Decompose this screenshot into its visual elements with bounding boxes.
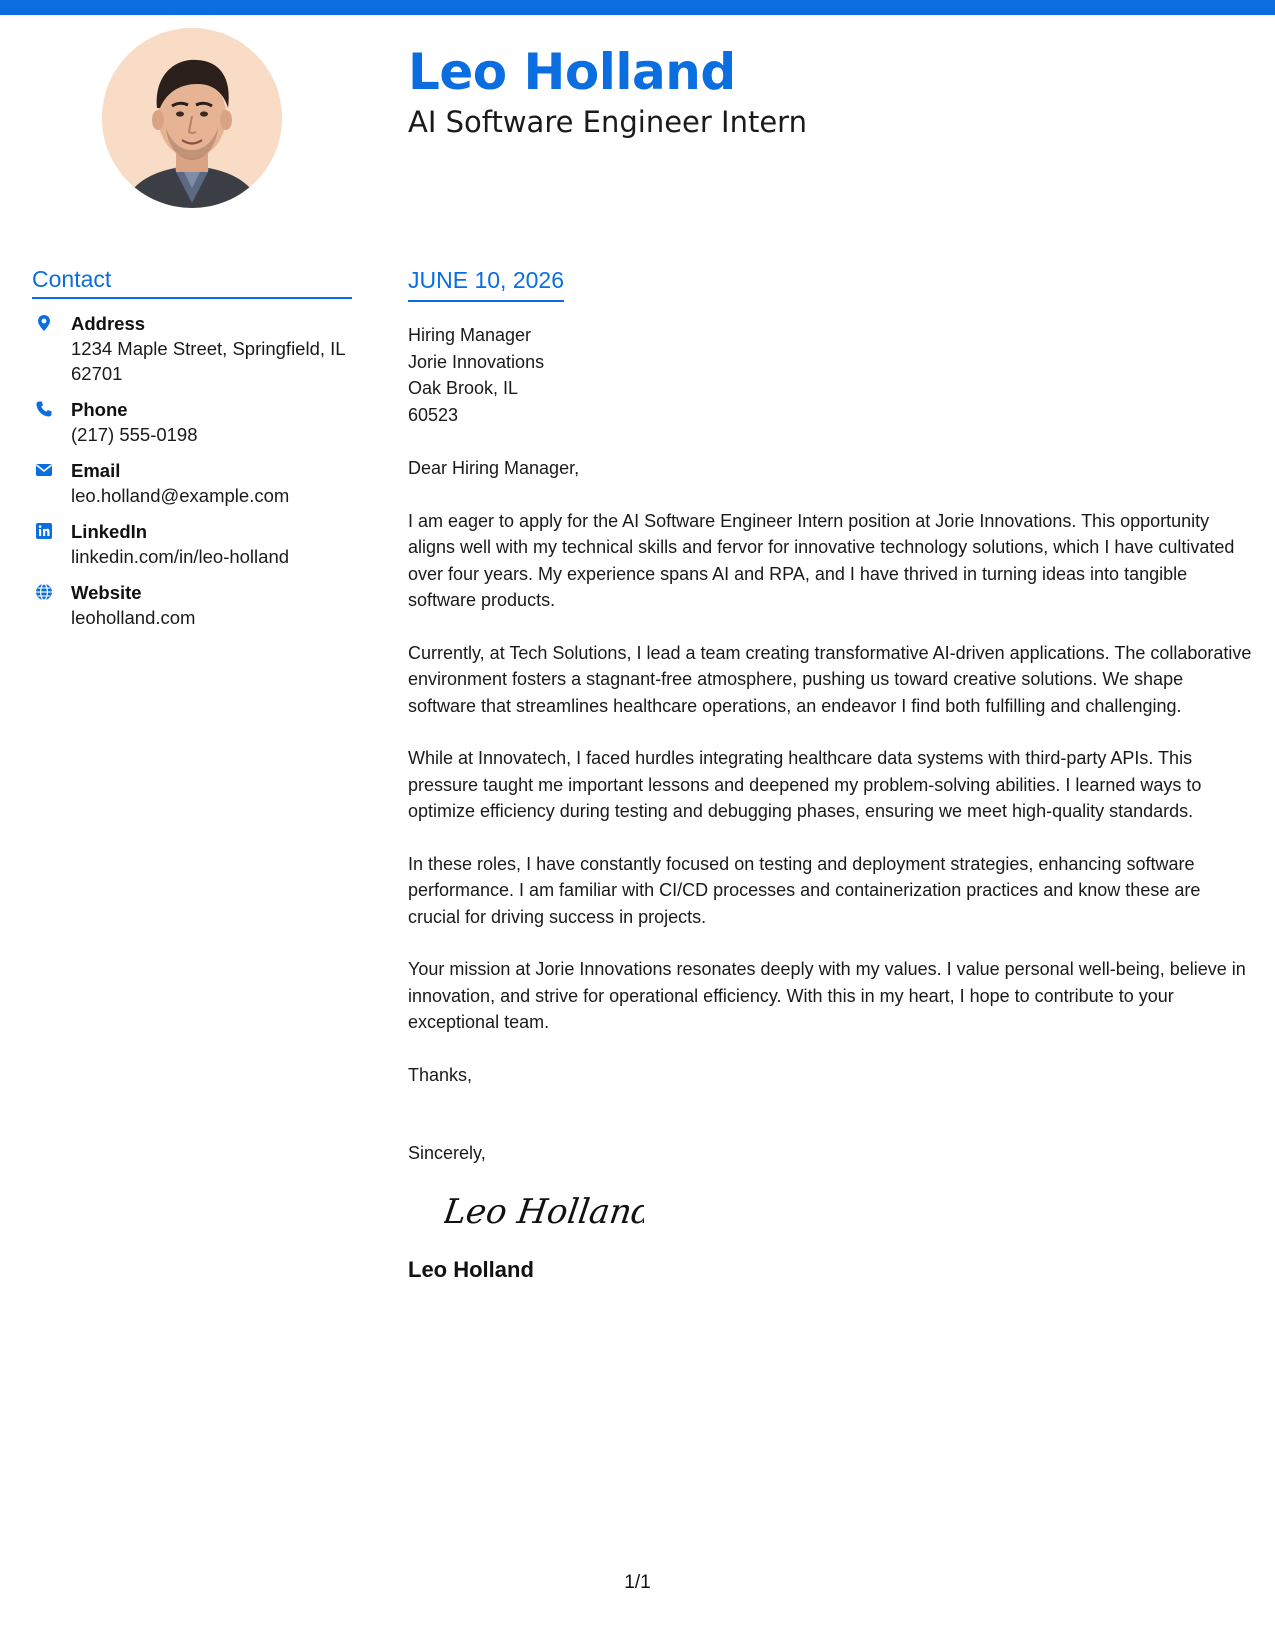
- avatar: [102, 28, 282, 208]
- phone-icon: [35, 400, 53, 418]
- salutation: Dear Hiring Manager,: [408, 458, 580, 478]
- globe-icon: [35, 583, 53, 601]
- body-paragraph: I am eager to apply for the AI Software Engineer Intern position at Jorie Innovations. This opportunity aligns well with my technical skills and fervor for innovative technology solutions, which I have cultivated over four years. My experience spans AI and RPA, and I have thrived in turning ideas into tangible software products.: [408, 510, 1235, 610]
- contact-label: Address: [71, 313, 146, 334]
- contact-value: (217) 555-0198: [71, 424, 198, 445]
- contact-label: Phone: [71, 399, 128, 420]
- closing-sincerely: Sincerely,: [408, 1143, 486, 1163]
- header-name: Leo Holland: [408, 43, 736, 101]
- contact-heading: Contact: [32, 264, 352, 299]
- handwritten-signature: [444, 1181, 644, 1241]
- signature: [444, 1181, 644, 1241]
- contact-value: linkedin.com/in/leo-holland: [71, 546, 290, 567]
- recipient-block: [408, 322, 1253, 428]
- contact-item-phone: [32, 397, 352, 447]
- recipient-line: Hiring Manager: [408, 325, 532, 345]
- letter-body: [408, 264, 1253, 1285]
- recipient-line: 60523: [408, 404, 459, 425]
- contact-label: Website: [71, 582, 142, 603]
- contact-value: 1234 Maple Street, Springfield, IL 62701: [71, 338, 345, 384]
- header-job-title: AI Software Engineer Intern: [408, 105, 807, 139]
- body-paragraph: Your mission at Jorie Innovations resonates deeply with my values. I value personal well-being, believe in innovation, and strive for operational efficiency. With this in my heart, I hope to contribute to your exceptional team.: [408, 959, 1246, 1032]
- contact-label: LinkedIn: [71, 521, 148, 542]
- closing-thanks: Thanks,: [408, 1064, 473, 1085]
- envelope-icon: [35, 461, 53, 479]
- accent-top-bar: [0, 0, 1275, 15]
- body-paragraph: While at Innovatech, I faced hurdles integrating healthcare data systems with third-party APIs. This pressure taught me important lessons and deepened my problem-solving abilities. I learned ways to optimize efficiency during testing and debugging phases, ensuring we meet high-quality standards.: [408, 748, 1202, 821]
- body-paragraph: Currently, at Tech Solutions, I lead a team creating transformative AI-driven applications. The collaborative environment fosters a stagnant-free atmosphere, pushing us toward creative solutions. We shape software that streamlines healthcare operations, an endeavor I find both fulfilling and challenging.: [408, 642, 1252, 716]
- contact-value: leoholland.com: [71, 607, 196, 628]
- recipient-line: Oak Brook, IL: [408, 378, 519, 398]
- signature-text: Leo Holland: [444, 1191, 644, 1232]
- letter-date: JUNE 10, 2026: [408, 264, 564, 302]
- contact-sidebar: [32, 264, 352, 641]
- linkedin-icon: [35, 522, 53, 540]
- recipient-line: Jorie Innovations: [408, 351, 545, 372]
- contact-item-linkedin: [32, 519, 352, 569]
- body-paragraph: In these roles, I have constantly focused on testing and deployment strategies, enhancing software performance. I am familiar with CI/CD processes and containerization practices and know these are crucial for driving success in projects.: [408, 853, 1201, 927]
- contact-item-email: [32, 458, 352, 508]
- map-pin-icon: [35, 314, 53, 332]
- signer-name: Leo Holland: [408, 1256, 534, 1282]
- contact-value: leo.holland@example.com: [71, 485, 290, 506]
- profile-photo: [102, 28, 282, 208]
- contact-label: Email: [71, 460, 121, 481]
- contact-item-address: [32, 311, 352, 386]
- contact-item-website: [32, 580, 352, 630]
- page-number: 1/1: [624, 1572, 651, 1593]
